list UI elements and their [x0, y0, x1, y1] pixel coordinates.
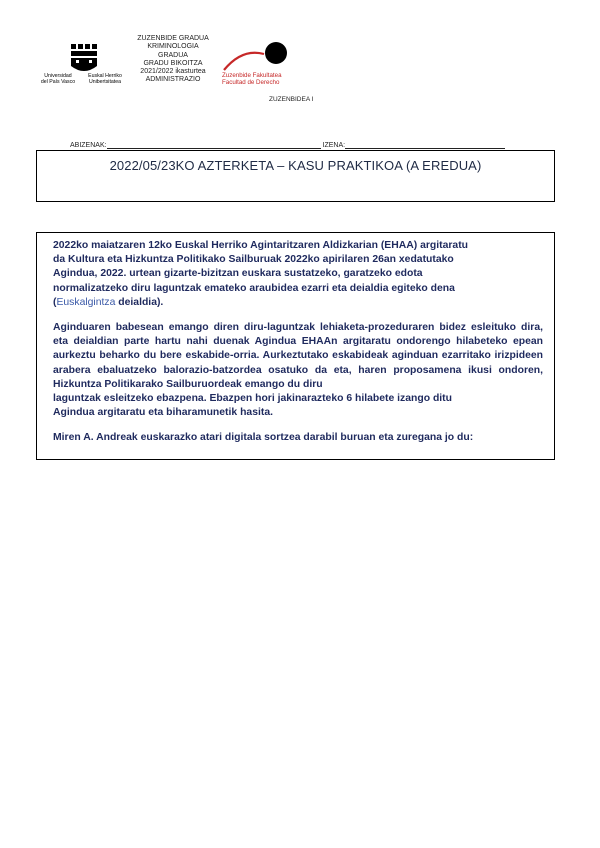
surname-label: ABIZENAK: — [70, 142, 107, 149]
case-paragraph-1: 2022ko maiatzaren 12ko Euskal Herriko Agintaritzaren Aldizkarian (EHAA) argitaratu da Kultura eta Hizkuntza Politikako Sailburuak 2022ko apirilaren 26an xedatutako Agindua, 2022. urtean gizarte-bizitzan euskara sustatzeko, garatzeko edota normalizatzeko diru laguntzak emateko araubidea ezarri eta deialdia egiteko dena (Euskalgintza deialdia). — [53, 240, 468, 308]
case-statement — [53, 239, 543, 457]
euskalgintza-link: Euskalgintza — [56, 296, 116, 308]
exam-title-box — [36, 150, 555, 202]
surname-field[interactable] — [107, 140, 321, 149]
degree-line: GRADUA — [158, 51, 188, 59]
case-paragraph-2: Aginduaren babesean emango diren diru-laguntzak lehiaketa-prozeduraren bidez esleituko dira, eta deialdian parte hartu nahi duenak Agindua EHAAn argitaratu ondorengo hilabeteko epean aurkeztu beharko du bere eskabide-orria. Aurkeztutako eskabideak aginduan ezarritako irizpideen arabera ebaluatzeko balorazio-batzordea osatuko da eta, haren proposamena ikusi ondoren, Hizkuntza Politikarako Sailburuordeak emango du diru laguntzak esleitzeko ebazpena. Ebazpen hori jakinarazteko 6 hilabete izango ditu Agindua argitaratu eta biharamunetik hasita. — [53, 322, 543, 419]
case-statement-box — [36, 232, 555, 460]
faculty-name: Zuzenbide Fakultatea Facultad de Derecho — [222, 72, 282, 86]
exam-title: 2022/05/23KO AZTERKETA – KASU PRAKTIKOA (A EREDUA) — [109, 158, 482, 173]
degree-line: ZUZENBIDE GRADUA — [137, 35, 209, 42]
degree-header — [118, 35, 228, 85]
student-name-row — [70, 140, 505, 149]
name-field[interactable] — [345, 140, 505, 149]
degree-line: GRADU BIKOITZA — [143, 59, 203, 67]
name-label: IZENA: — [322, 142, 346, 149]
degree-line: KRIMINOLOGIA — [147, 43, 199, 51]
upv-name-eu: Euskal Herriko Unibertsitatea — [88, 73, 122, 85]
degree-line: 2021/2022 ikasturtea — [140, 68, 206, 76]
degree-line: ADMINISTRAZIO — [145, 76, 201, 84]
upv-name-es: Universidad del País Vasco — [40, 73, 76, 85]
subject-label: ZUZENBIDEA I — [269, 96, 314, 103]
case-paragraph-3: Miren A. Andreak euskarazko atari digitala sortzea darabil buruan eta zuregana jo du: — [53, 432, 474, 444]
